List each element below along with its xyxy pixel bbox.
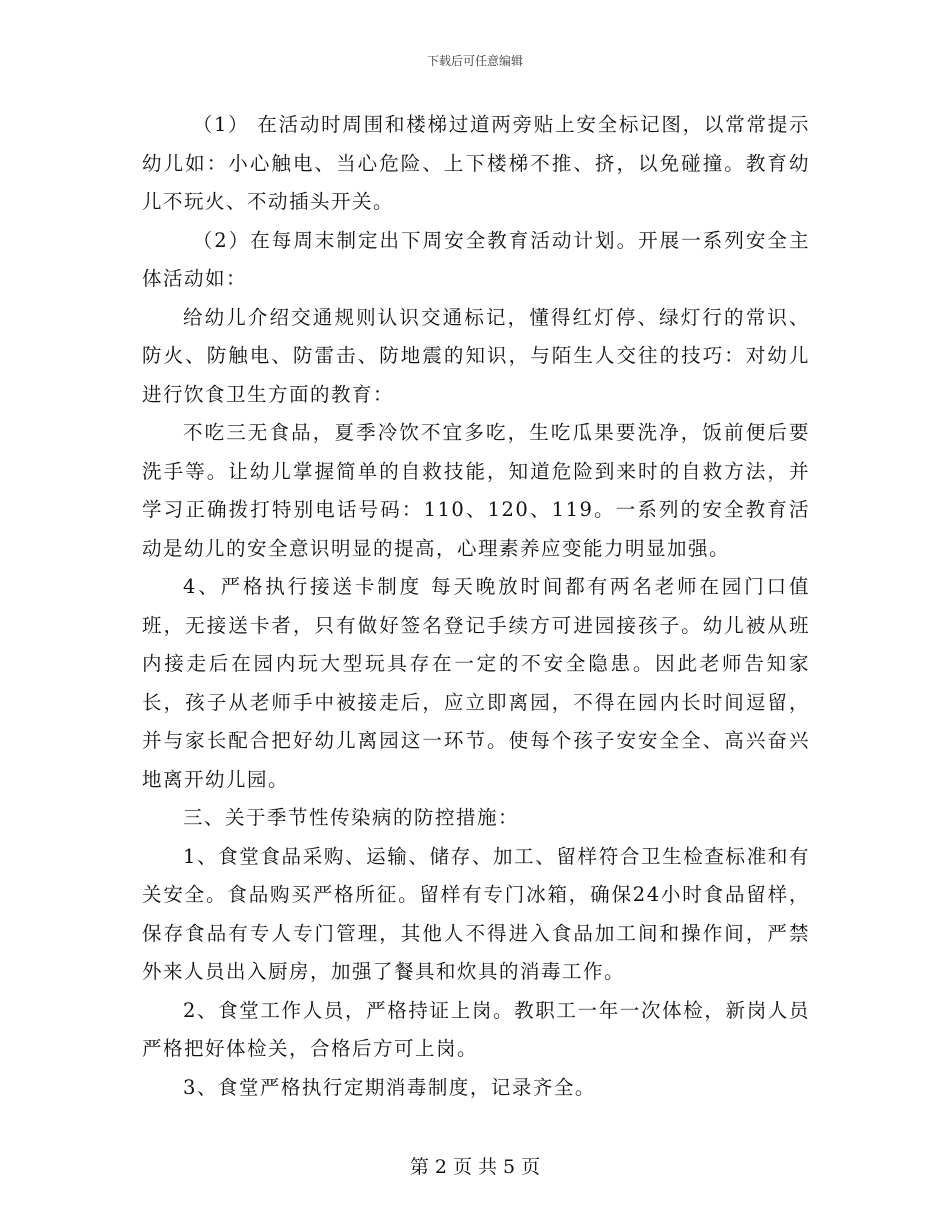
- paragraph-safety-signs: （1） 在活动时周围和楼梯过道两旁贴上安全标记图，以常常提示幼儿如：小心触电、当心危险、上下楼梯不推、挤，以免碰撞。教育幼儿不玩火、不动插头开关。: [142, 113, 810, 213]
- page-number-footer: 第 2 页 共 5 页: [409, 1156, 541, 1178]
- section-heading-seasonal-disease: 三、关于季节性传染病的防控措施：: [182, 806, 519, 829]
- paragraph-food-hygiene: 不吃三无食品，夏季冷饮不宜多吃，生吃瓜果要洗净，饭前便后要洗手等。让幼儿掌握简单的自救技能，知道危险到来时的自救方法，并学习正确拨打特别电话号码：110、120、119。一系列的安全教育活动是幼儿的安全意识明显的提高，心理素养应变能力明显加强。: [142, 421, 810, 560]
- paragraph-canteen-staff: 2、食堂工作人员，严格持证上岗。教职工一年一次体检，新岗人员严格把好体检关，合格后方可上岗。: [142, 998, 810, 1060]
- paragraph-traffic-rules: 给幼儿介绍交通规则认识交通标记，懂得红灯停、绿灯行的常识、防火、防触电、防雷击、防地震的知识，与陌生人交往的技巧：对幼儿进行饮食卫生方面的教育：: [142, 305, 810, 406]
- paragraph-weekly-plan: （2）在每周末制定出下周安全教育活动计划。开展一系列安全主体活动如：: [142, 228, 810, 290]
- paragraph-canteen-food: 1、食堂食品采购、运输、储存、加工、留样符合卫生检查标准和有关安全。食品购买严格所征。留样有专门冰箱，确保24小时食品留样，保存食品有专人专门管理，其他人不得进入食品加工间和操作间，严禁外来人员出入厨房，加强了餐具和炊具的消毒工作。: [142, 844, 810, 983]
- page-header-note: 下载后可任意编辑: [426, 54, 523, 68]
- document-body: [142, 106, 810, 1107]
- paragraph-pickup-card: 4、严格执行接送卡制度 每天晚放时间都有两名老师在园门口值班，无接送卡者，只有做好签名登记手续方可进园接孩子。幼儿被从班内接走后在园内玩大型玩具存在一定的不安全隐患。因此老师告知家长，孩子从老师手中被接走后，应立即离园，不得在园内长时间逗留，并与家长配合把好幼儿离园这一环节。使每个孩子安安全全、高兴奋兴地离开幼儿园。: [142, 575, 810, 791]
- paragraph-disinfection: 3、食堂严格执行定期消毒制度，记录齐全。: [182, 1075, 596, 1099]
